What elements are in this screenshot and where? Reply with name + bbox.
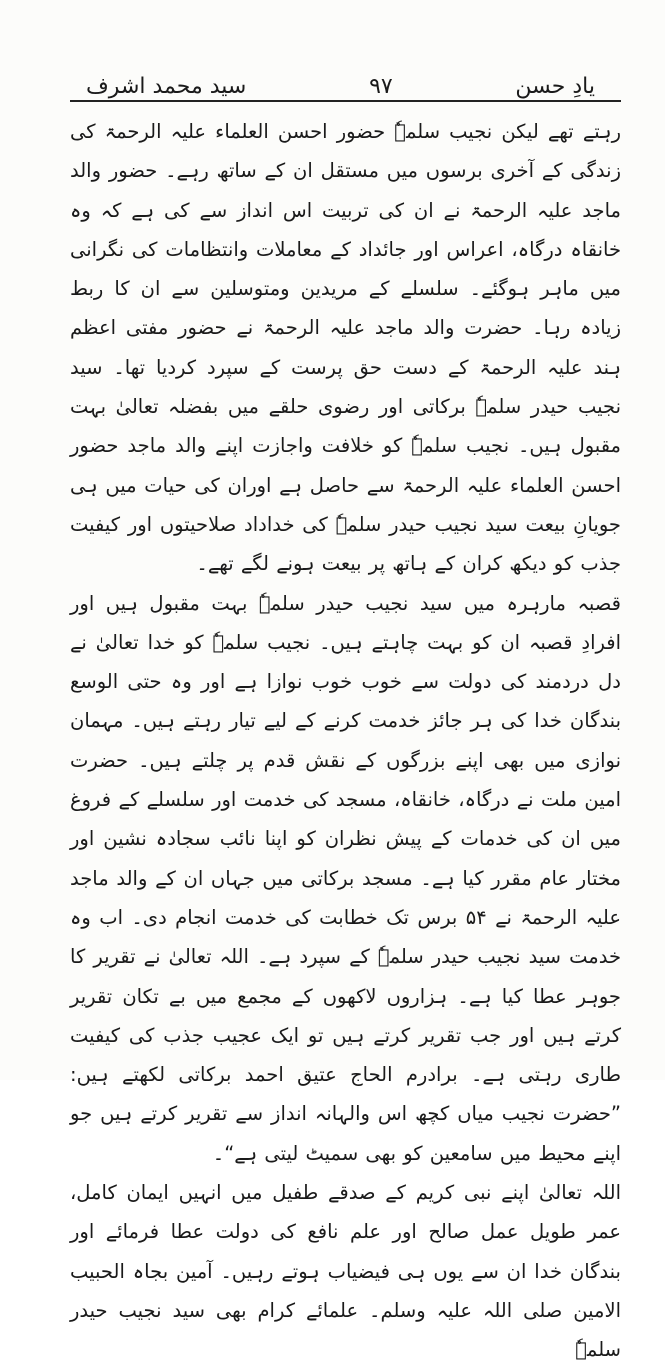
paragraph-1: رہتے تھے لیکن نجیب سلمہٗ حضور احسن العلماء علیہ الرحمۃ کی زندگی کے آخری برسوں میں مستقل ان کے ساتھ رہے۔ حضور والد ماجد علیہ الرحمۃ نے ان کی تربیت اس انداز سے کی ہے کہ وہ خانقاہ درگاہ، اعراس اور جائداد کے معاملات وانتظامات کی نگرانی میں ماہر ہوگئے۔ سلسلے کے مریدین ومتوسلین سے ان کا ربط زیادہ رہا۔ حضرت والد ماجد علیہ الرحمۃ نے حضور مفتی اعظم ہند علیہ الرحمۃ کے دست حق پرست کے سپرد کردیا تھا۔ سید نجیب حیدر سلمہٗ برکاتی اور رضوی حلقے میں بفضلہ تعالیٰ بہت مقبول ہیں۔ نجیب سلمہٗ کو خلافت واجازت اپنے والد ماجد حضور احسن العلماء علیہ الرحمۃ سے حاصل ہے اوران کی حیات میں ہی جویانِ بیعت سید نجیب حیدر سلمہٗ کی خداداد صلاحیتوں اور کیفیت جذب کو دیکھ کران کے ہاتھ پر بیعت ہونے لگے تھے۔ bbox=[70, 120, 621, 576]
paragraph-2: قصبہ مارہرہ میں سید نجیب حیدر سلمہٗ بہت مقبول ہیں اور افرادِ قصبہ ان کو بہت چاہتے ہیں۔ نجیب سلمہٗ کو خدا تعالیٰ نے دل دردمند کی دولت سے خوب خوب نوازا ہے اور وہ حتی الوسع بندگان خدا کی ہر جائز خدمت کرنے کے لیے تیار رہتے ہیں۔ مہمان نوازی میں بھی اپنے بزرگوں کے نقش قدم پر چلتے ہیں۔ حضرت امین ملت نے درگاہ، خانقاہ، مسجد کی خدمت اور سلسلے کے فروغ میں ان کی خدمات کے پیش نظران کو اپنا نائب سجادہ نشین اور مختار عام مقرر کیا ہے۔ مسجد برکاتی میں جہاں ان کے والد ماجد علیہ الرحمۃ نے ۵۴ برس تک خطابت کی خدمت انجام دی۔ اب وہ خدمت سید نجیب حیدر سلمہٗ کے سپرد ہے۔ اللہ تعالیٰ نے تقریر کا جوہر عطا کیا ہے۔ ہزاروں لاکھوں کے مجمع میں بے تکان تقریر کرتے ہیں اور جب تقریر کرتے ہیں تو ایک عجیب جذب کی کیفیت طاری رہتی ہے۔ برادرم الحاج عتیق احمد برکاتی لکھتے ہیں: ”حضرت نجیب میاں کچھ اس والہانہ انداز سے تقریر کرتے ہیں جو اپنے محیط میں سامعین کو بھی سمیٹ لیتی ہے“۔ bbox=[70, 591, 621, 1165]
paragraph-3: اللہ تعالیٰ اپنے نبی کریم کے صدقے طفیل میں انہیں ایمان کامل، عمر طویل عمل صالح اور علم نافع کی دولت عطا فرمائے اور بندگان خدا ان سے یوں ہی فیضیاب ہوتے رہیں۔ آمین بجاہ الحبیب الامین صلی اللہ علیہ وسلم۔ علمائے کرام بھی سید نجیب حیدر سلمہٗ bbox=[70, 1181, 621, 1362]
header-rule bbox=[70, 100, 621, 102]
page-body bbox=[70, 112, 621, 1370]
author-name: سید محمد اشرف bbox=[86, 74, 247, 99]
page-number: ۹۷ bbox=[369, 74, 393, 99]
page-header bbox=[70, 60, 615, 98]
book-title: یادِ حسن bbox=[515, 74, 595, 99]
